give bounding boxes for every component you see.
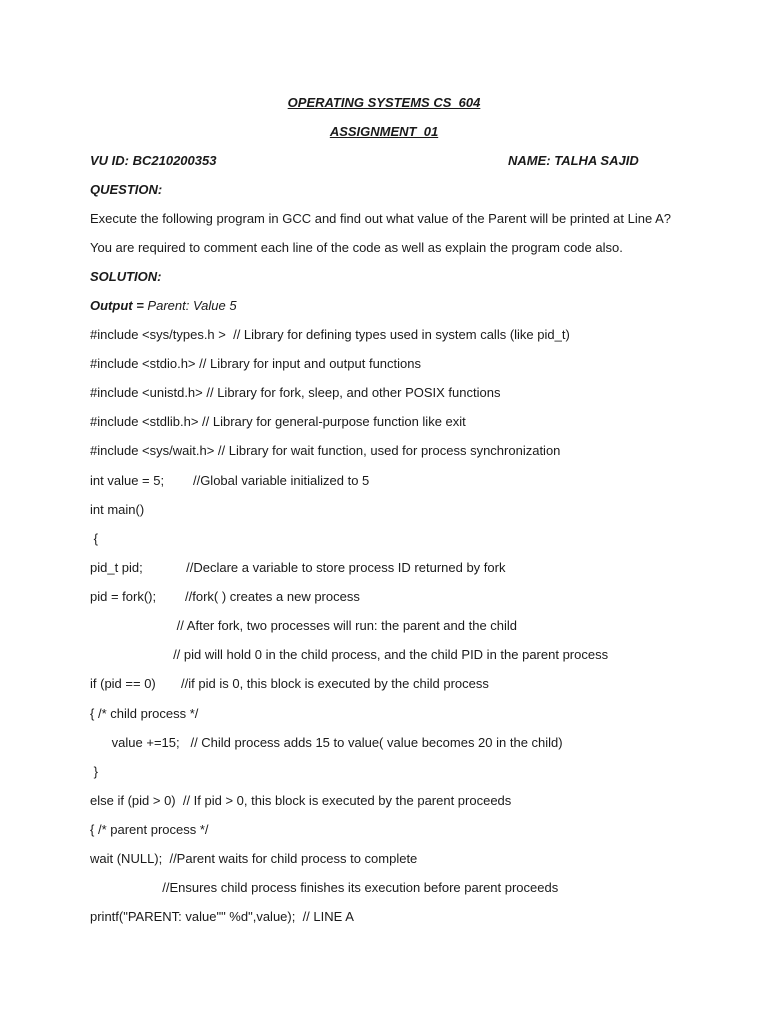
question-text-2: You are required to comment each line of the code as well as explain the program code also. xyxy=(90,240,623,255)
code-line-7: int main() xyxy=(90,502,145,517)
code-line-17: else if (pid > 0) // If pid > 0, this block is executed by the parent proceeds xyxy=(90,793,512,808)
code-line-6: int value = 5; //Global variable initialized to 5 xyxy=(90,473,370,488)
code-line-3: #include <unistd.h> // Library for fork, sleep, and other POSIX functions xyxy=(90,385,501,400)
solution-label: SOLUTION: xyxy=(90,269,162,284)
student-name: NAME: TALHA SAJID xyxy=(508,153,639,168)
code-line-4: #include <stdlib.h> // Library for general-purpose function like exit xyxy=(90,414,466,429)
question-text-1: Execute the following program in GCC and find out what value of the Parent will be printed at Line A? xyxy=(90,211,672,226)
code-line-2: #include <stdio.h> // Library for input and output functions xyxy=(90,356,421,371)
code-line-12: // pid will hold 0 in the child process, and the child PID in the parent process xyxy=(90,647,609,662)
code-line-19: wait (NULL); //Parent waits for child process to complete xyxy=(90,851,418,866)
document-title: OPERATING SYSTEMS CS_604 xyxy=(287,95,481,110)
code-line-20: //Ensures child process finishes its execution before parent proceeds xyxy=(90,880,559,895)
assignment-title: ASSIGNMENT_01 xyxy=(329,124,439,139)
code-line-5: #include <sys/wait.h> // Library for wait function, used for process synchronization xyxy=(90,443,561,458)
question-label: QUESTION: xyxy=(90,182,163,197)
code-line-18: { /* parent process */ xyxy=(90,822,209,837)
code-line-10: pid = fork(); //fork( ) creates a new process xyxy=(90,589,360,604)
code-line-1: #include <sys/types.h > // Library for defining types used in system calls (like pid_t) xyxy=(90,327,570,342)
code-line-8: { xyxy=(90,531,98,546)
vu-id: VU ID: BC210200353 xyxy=(90,153,217,168)
code-line-11: // After fork, two processes will run: the parent and the child xyxy=(90,618,518,633)
output-label: Output = xyxy=(90,298,148,313)
code-line-21: printf("PARENT: value"" %d",value); // LINE A xyxy=(90,909,354,924)
code-line-14: { /* child process */ xyxy=(90,706,199,721)
output-value: Parent: Value 5 xyxy=(147,298,237,313)
code-line-16: } xyxy=(90,764,98,779)
code-line-13: if (pid == 0) //if pid is 0, this block is executed by the child process xyxy=(90,676,489,691)
output-line xyxy=(90,298,237,314)
code-line-15: value +=15; // Child process adds 15 to value( value becomes 20 in the child) xyxy=(90,735,563,750)
code-line-9: pid_t pid; //Declare a variable to store process ID returned by fork xyxy=(90,560,506,575)
